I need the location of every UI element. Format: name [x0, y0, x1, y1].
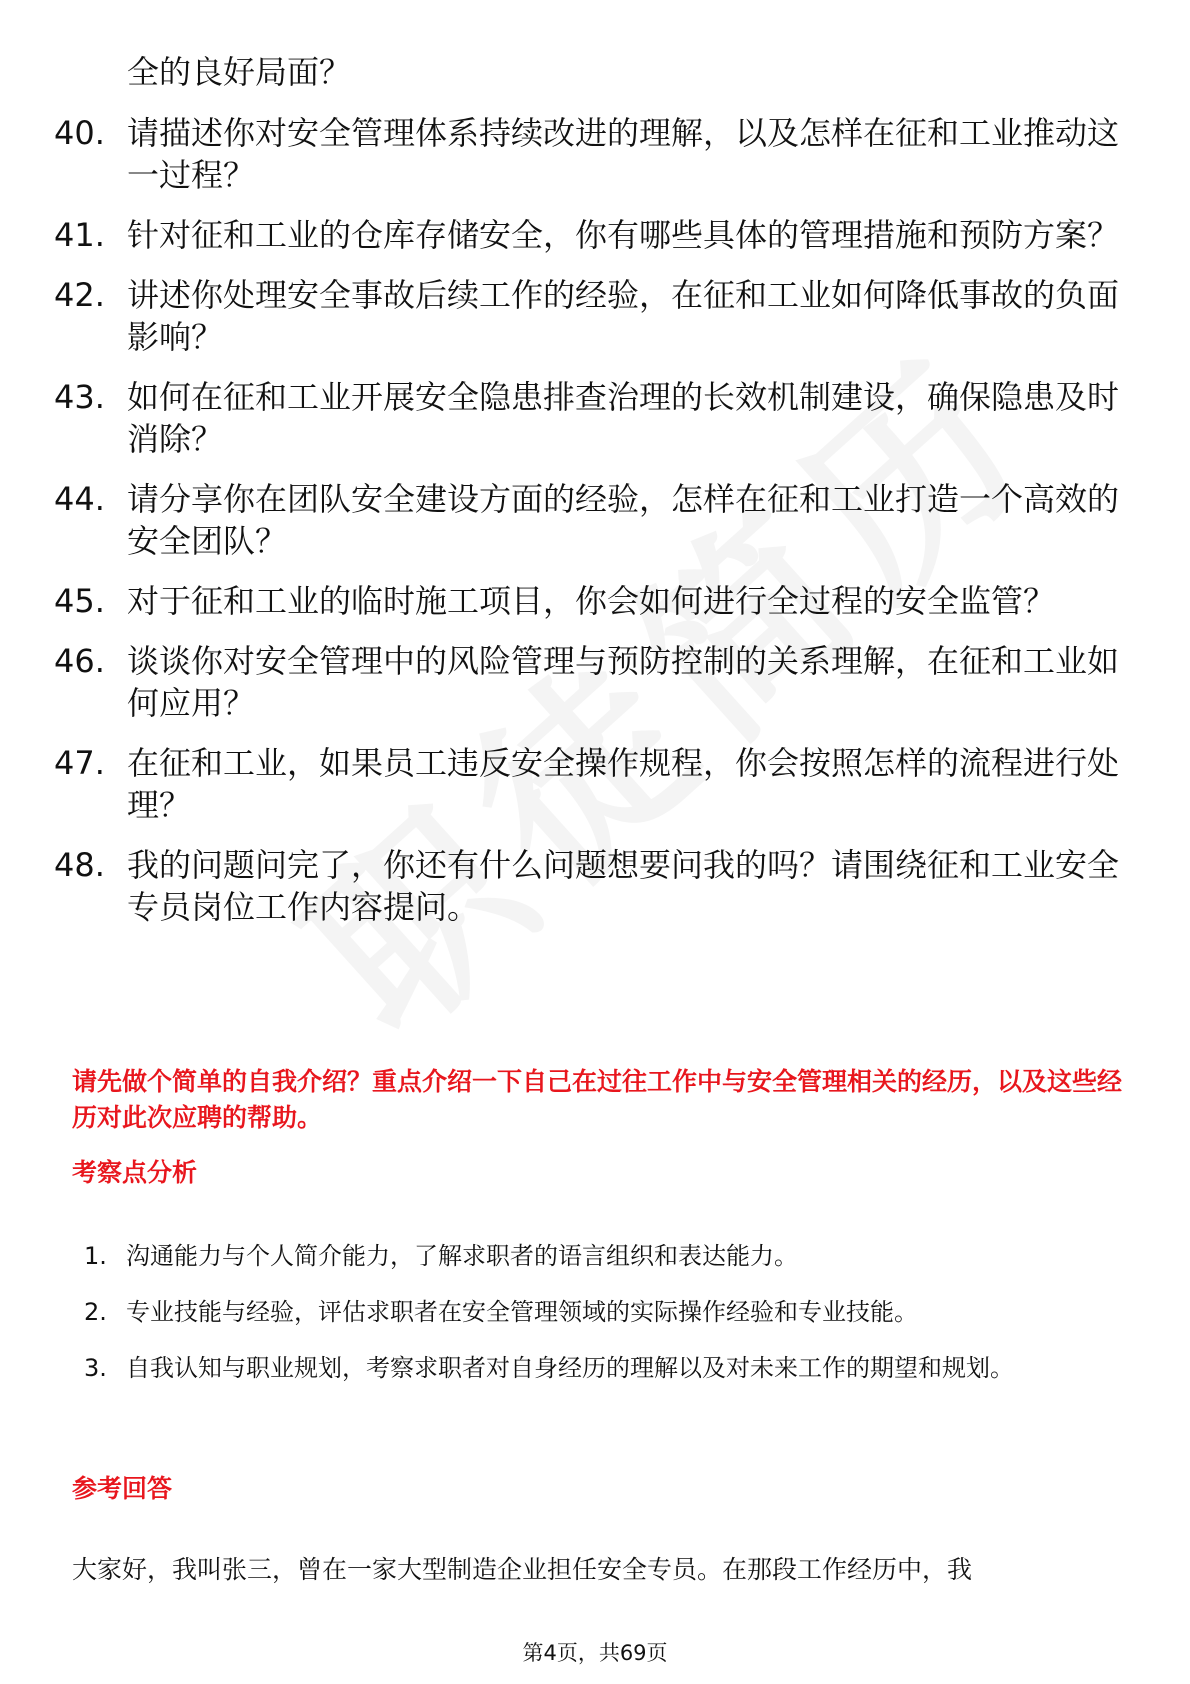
- question-number: 45.: [54, 582, 105, 620]
- question-text: 我的问题问完了，你还有什么问题想要问我的吗？请围绕征和工业安全专员岗位工作内容提问。: [127, 846, 1120, 926]
- analysis-point: [84, 1228, 1124, 1284]
- question-item: [54, 478, 1124, 562]
- question-number: 47.: [54, 744, 105, 782]
- question-item: [54, 112, 1124, 196]
- question-number: 48.: [54, 846, 105, 884]
- analysis-points: [84, 1228, 1124, 1396]
- question-number: 43.: [54, 378, 105, 416]
- reference-title: 参考回答: [72, 1474, 173, 1503]
- question-number: 42.: [54, 276, 105, 314]
- question-number: 44.: [54, 480, 105, 518]
- point-text: 自我认知与职业规划，考察求职者对自身经历的理解以及对未来工作的期望和规划。: [126, 1354, 1014, 1382]
- question-number: 41.: [54, 216, 105, 254]
- page-footer: 第4页，共69页: [522, 1641, 668, 1665]
- question-number: 46.: [54, 642, 105, 680]
- question-text: 针对征和工业的仓库存储安全，你有哪些具体的管理措施和预防方案？: [127, 216, 1120, 254]
- reference-answer: 大家好，我叫张三，曾在一家大型制造企业担任安全专员。在那段工作经历中，我: [72, 1555, 973, 1584]
- analysis-point: [84, 1284, 1124, 1340]
- highlight-question: 请先做个简单的自我介绍？重点介绍一下自己在过往工作中与安全管理相关的经历，以及这些经历对此次应聘的帮助。: [72, 1067, 1123, 1132]
- point-text: 专业技能与经验，评估求职者在安全管理领域的实际操作经验和专业技能。: [126, 1298, 918, 1326]
- question-text: 谈谈你对安全管理中的风险管理与预防控制的关系理解，在征和工业如何应用？: [127, 642, 1120, 722]
- question-number: 40.: [54, 114, 105, 152]
- analysis-title: 考察点分析: [72, 1158, 198, 1187]
- question-item: [54, 376, 1124, 460]
- question-text: 请描述你对安全管理体系持续改进的理解，以及怎样在征和工业推动这一过程？: [127, 114, 1120, 194]
- question-list: [54, 112, 1124, 946]
- question-item: [54, 844, 1124, 928]
- analysis-point: [84, 1340, 1124, 1396]
- question-item: [54, 742, 1124, 826]
- question-text: 讲述你处理安全事故后续工作的经验，在征和工业如何降低事故的负面影响？: [127, 276, 1120, 356]
- point-number: 3.: [84, 1354, 107, 1382]
- question-text: 如何在征和工业开展安全隐患排查治理的长效机制建设，确保隐患及时消除？: [127, 378, 1120, 458]
- point-text: 沟通能力与个人简介能力，了解求职者的语言组织和表达能力。: [126, 1242, 798, 1270]
- question-item: [54, 214, 1124, 256]
- question-item: [54, 640, 1124, 724]
- point-number: 1.: [84, 1242, 107, 1270]
- question-text: 请分享你在团队安全建设方面的经验，怎样在征和工业打造一个高效的安全团队？: [127, 480, 1120, 560]
- question-text: 对于征和工业的临时施工项目，你会如何进行全过程的安全监管？: [127, 582, 1056, 620]
- point-number: 2.: [84, 1298, 107, 1326]
- question-text: 在征和工业，如果员工违反安全操作规程，你会按照怎样的流程进行处理？: [127, 744, 1120, 824]
- question-item: [54, 274, 1124, 358]
- continuation-text: 全的良好局面？: [127, 53, 352, 91]
- question-item: [54, 580, 1124, 622]
